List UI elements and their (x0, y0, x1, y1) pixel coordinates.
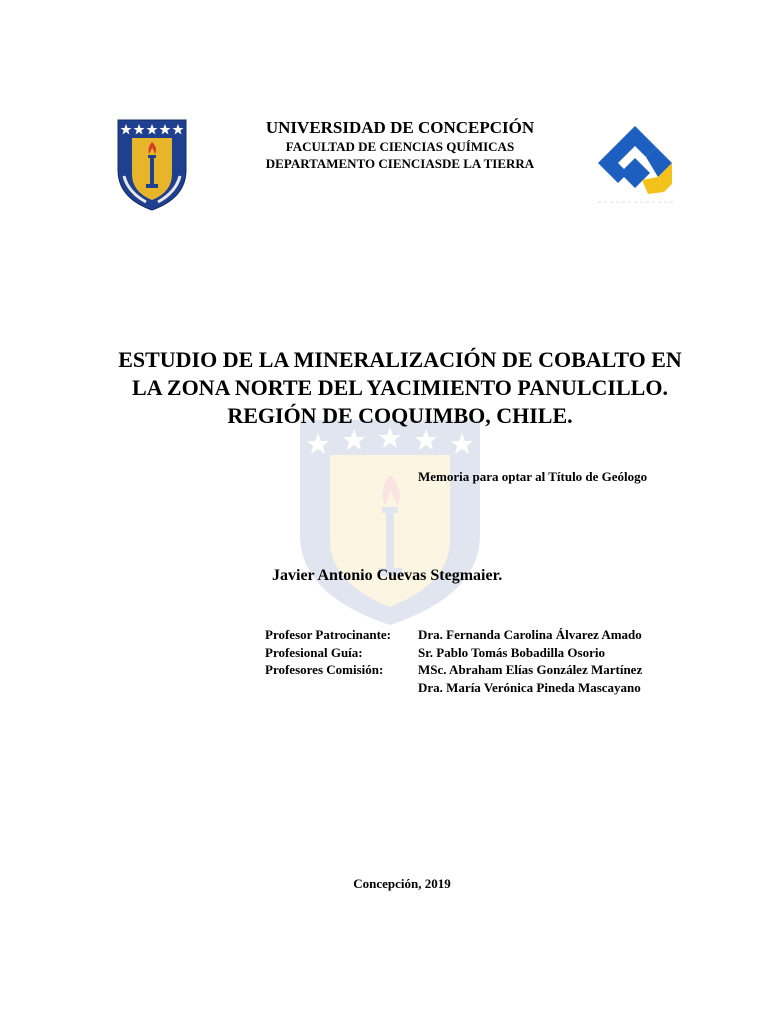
committee-row (265, 626, 642, 644)
place-and-date: Concepción, 2019 (353, 876, 451, 891)
committee-member: Dra. María Verónica Pineda Mascayano (418, 679, 641, 695)
geology-dept-logo-icon (594, 122, 676, 204)
author-name: Javier Antonio Cuevas Stegmaier. (272, 567, 503, 584)
faculty-name: FACULTAD DE CIENCIAS QUÍMICAS (285, 139, 515, 154)
institution-header (200, 118, 600, 172)
title-line-2: LA ZONA NORTE DEL YACIMIENTO PANULCILLO. (132, 375, 668, 400)
degree-statement: Memoria para optar al Título de Geólogo (418, 469, 648, 484)
committee-member: Sr. Pablo Tomás Bobadilla Osorio (418, 644, 605, 660)
committee-member: Dra. Fernanda Carolina Álvarez Amado (418, 627, 642, 642)
title-line-1: ESTUDIO DE LA MINERALIZACIÓN DE COBALTO EN (118, 347, 682, 372)
committee-member: MSc. Abraham Elías González Martínez (418, 662, 643, 677)
committee-role (265, 679, 418, 697)
committee-row (265, 679, 642, 697)
udec-shield-watermark-icon (290, 415, 490, 630)
committee-role: Profesor Patrocinante: (265, 627, 391, 642)
thesis-title (90, 346, 710, 430)
committee-role: Profesores Comisión: (265, 662, 384, 677)
committee-list (265, 626, 642, 696)
department-name: DEPARTAMENTO CIENCIASDE LA TIERRA (265, 156, 535, 171)
committee-row (265, 661, 642, 679)
udec-shield-icon (116, 118, 188, 212)
committee-role: Profesional Guía: (265, 644, 363, 660)
title-line-3: REGIÓN DE COQUIMBO, CHILE. (227, 403, 573, 428)
university-name: UNIVERSIDAD DE CONCEPCIÓN (265, 118, 535, 137)
committee-row (265, 644, 642, 662)
